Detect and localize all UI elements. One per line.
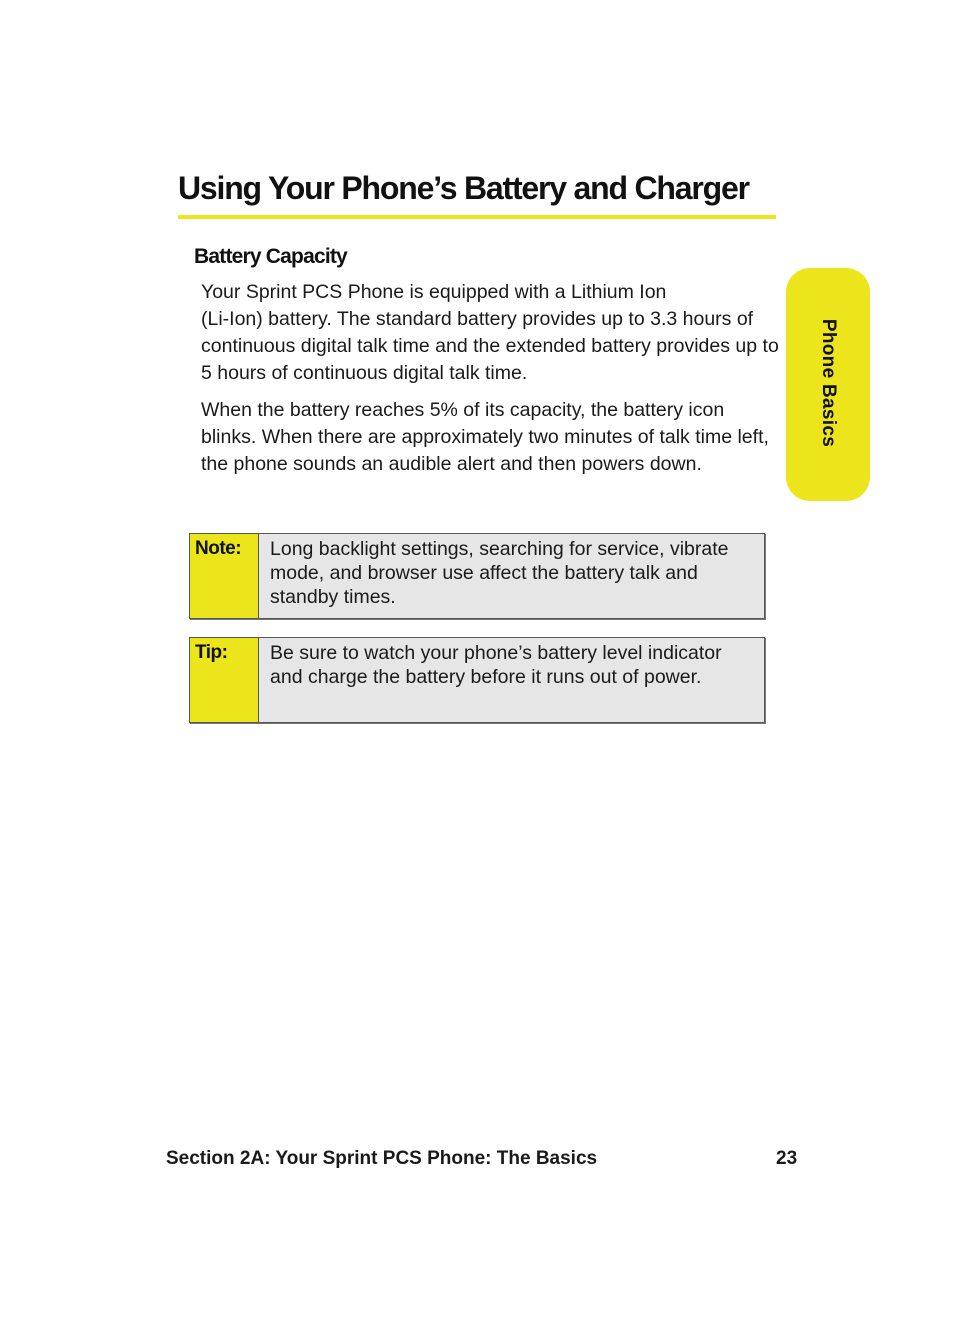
body-paragraph-low-battery: When the battery reaches 5% of its capacity, the battery icon blinks. When there are approximately two minutes of talk time left, the phone sounds an audible alert and then powers down. (201, 399, 769, 475)
body-paragraph-capacity: Your Sprint PCS Phone is equipped with a Lithium Ion (Li-Ion) battery. The standard battery provides up to 3.3 hours of continuous digital talk time and the extended battery provides up to 5 hours of continuous digital talk time. (201, 281, 779, 384)
note-text: Long backlight settings, searching for service, vibrate mode, and browser use affect the battery talk and standby times. (259, 534, 764, 618)
chapter-side-tab (786, 268, 870, 501)
tip-label: Tip: (190, 638, 259, 722)
section-heading: Battery Capacity (194, 245, 347, 268)
tip-text: Be sure to watch your phone’s battery level indicator and charge the battery before it runs out of power. (259, 638, 764, 722)
note-label: Note: (190, 534, 259, 618)
title-underline (178, 215, 776, 219)
note-callout (189, 533, 765, 619)
tip-callout (189, 637, 765, 723)
footer-section-title: Section 2A: Your Sprint PCS Phone: The Basics (166, 1148, 598, 1169)
footer-page-number: 23 (776, 1148, 798, 1169)
chapter-side-tab-label: Phone Basics (818, 318, 839, 448)
page-title: Using Your Phone’s Battery and Charger (178, 170, 749, 206)
